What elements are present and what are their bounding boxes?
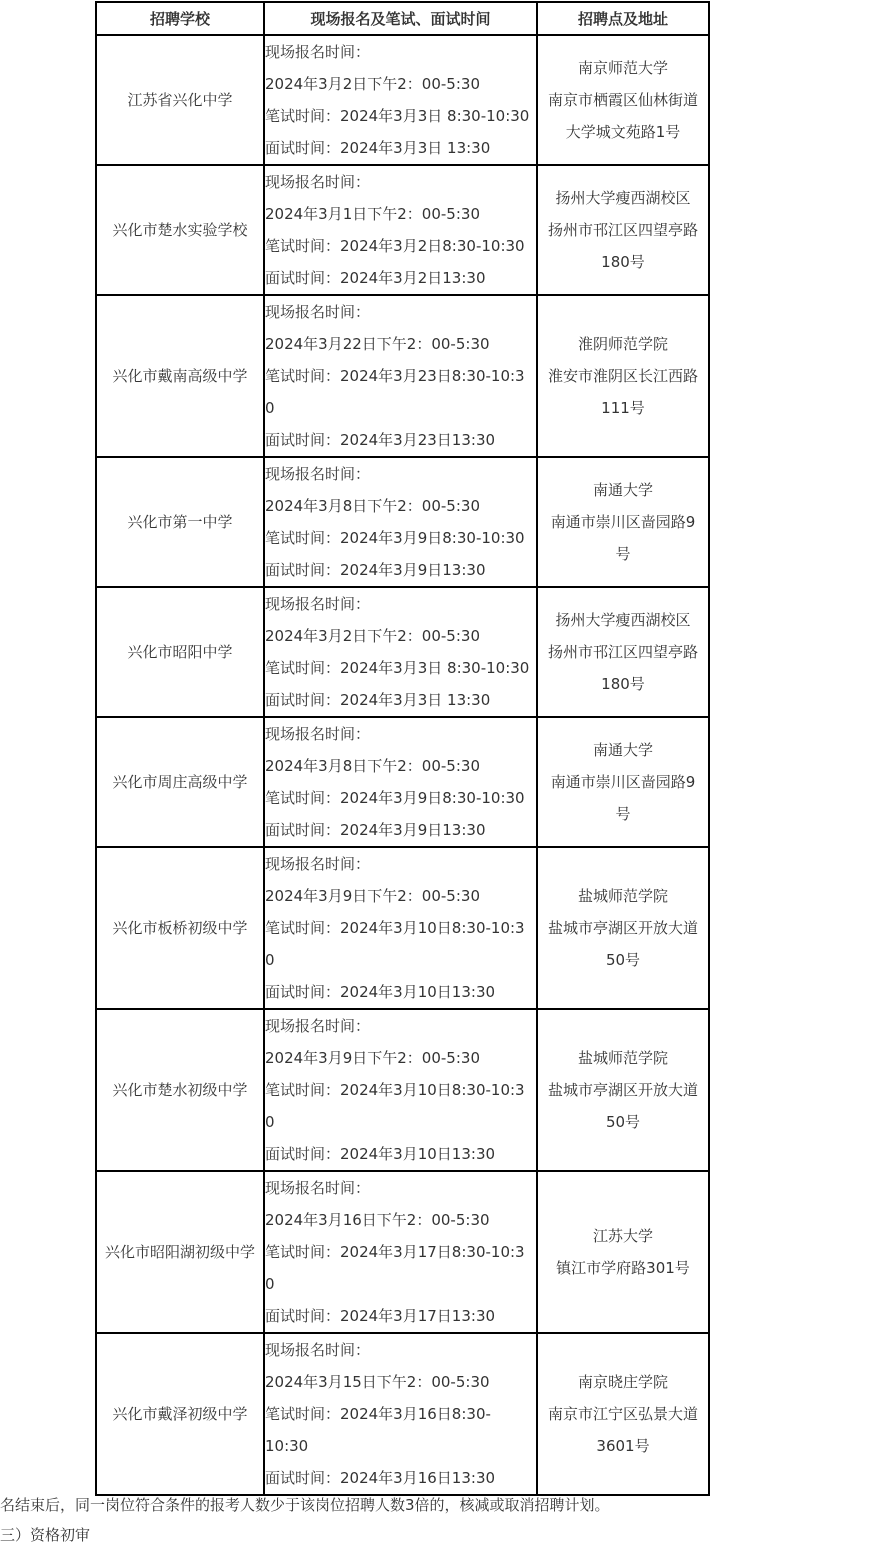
table-header-row: [96, 2, 709, 35]
location-cell: [537, 1333, 709, 1495]
time-line: 笔试时间：2024年3月3日 8:30-10:30: [265, 659, 530, 677]
location-line: 盐城师范学院: [577, 1049, 668, 1067]
location-line: 3601号: [596, 1437, 650, 1455]
table-row: [96, 1009, 709, 1171]
time-line: 面试时间：2024年3月9日13:30: [265, 821, 486, 839]
location-line: 180号: [601, 675, 645, 693]
time-line: 笔试时间：2024年3月10日8:30-10:3: [265, 919, 525, 937]
time-line: 2024年3月2日下午2：00-5:30: [265, 627, 480, 645]
location-line: 盐城市亭湖区开放大道: [547, 1081, 698, 1099]
location-line: 南京师范大学: [577, 59, 668, 77]
time-line: 现场报名时间：: [265, 725, 371, 743]
table-row: [96, 1171, 709, 1333]
time-line: 现场报名时间：: [265, 465, 371, 483]
location-cell: [537, 1171, 709, 1333]
table-row: [96, 165, 709, 295]
location-cell: [537, 457, 709, 587]
location-cell: [537, 847, 709, 1009]
time-line: 现场报名时间：: [265, 855, 371, 873]
location-line: 南通市崇川区啬园路9: [550, 773, 696, 791]
location-cell: [537, 717, 709, 847]
times-cell: [264, 847, 537, 1009]
table-row: [96, 717, 709, 847]
time-line: 现场报名时间：: [265, 595, 371, 613]
time-line: 面试时间：2024年3月17日13:30: [265, 1307, 496, 1325]
times-cell: [264, 717, 537, 847]
times-cell: [264, 295, 537, 457]
times-cell: [264, 1009, 537, 1171]
location-line: 50号: [605, 1113, 641, 1131]
time-line: 2024年3月16日下午2：00-5:30: [265, 1211, 490, 1229]
time-line: 面试时间：2024年3月2日13:30: [265, 269, 486, 287]
times-cell: [264, 1333, 537, 1495]
table-row: [96, 847, 709, 1009]
time-line: 笔试时间：2024年3月17日8:30-10:3: [265, 1243, 525, 1261]
time-line: 笔试时间：2024年3月3日 8:30-10:30: [265, 107, 530, 125]
location-line: 南京市江宁区弘景大道: [547, 1405, 698, 1423]
location-line: 南通市崇川区啬园路9: [550, 513, 696, 531]
time-line: 面试时间：2024年3月9日13:30: [265, 561, 486, 579]
time-line: 2024年3月8日下午2：00-5:30: [265, 757, 480, 775]
location-line: 111号: [601, 399, 645, 417]
location-line: 盐城师范学院: [577, 887, 668, 905]
time-line: 面试时间：2024年3月16日13:30: [265, 1469, 496, 1487]
school-cell: 江苏省兴化中学: [96, 35, 264, 165]
location-line: 扬州大学瘦西湖校区: [555, 189, 691, 207]
time-line: 面试时间：2024年3月10日13:30: [265, 983, 496, 1001]
time-line: 2024年3月15日下午2：00-5:30: [265, 1373, 490, 1391]
location-line: 镇江市学府路301号: [556, 1259, 690, 1277]
recruitment-table: [95, 1, 710, 1496]
location-line: 180号: [601, 253, 645, 271]
time-line: 面试时间：2024年3月3日 13:30: [265, 139, 491, 157]
time-line: 笔试时间：2024年3月16日8:30-: [265, 1405, 491, 1423]
time-line: 10:30: [265, 1437, 309, 1455]
location-line: 南通大学: [592, 741, 653, 759]
times-cell: [264, 587, 537, 717]
table-row: [96, 587, 709, 717]
location-line: 盐城市亭湖区开放大道: [547, 919, 698, 937]
time-line: 0: [265, 399, 275, 417]
time-line: 面试时间：2024年3月23日13:30: [265, 431, 496, 449]
location-line: 扬州市邗江区四望亭路: [547, 221, 698, 239]
location-line: 号: [615, 805, 631, 823]
location-line: 扬州大学瘦西湖校区: [555, 611, 691, 629]
location-line: 50号: [605, 951, 641, 969]
time-line: 面试时间：2024年3月3日 13:30: [265, 691, 491, 709]
time-line: 笔试时间：2024年3月2日8:30-10:30: [265, 237, 525, 255]
time-line: 笔试时间：2024年3月9日8:30-10:30: [265, 529, 525, 547]
location-cell: [537, 35, 709, 165]
school-cell: 兴化市戴泽初级中学: [96, 1333, 264, 1495]
table-row: [96, 35, 709, 165]
header-school: 招聘学校: [96, 2, 264, 35]
time-line: 现场报名时间：: [265, 303, 371, 321]
times-cell: [264, 35, 537, 165]
school-cell: 兴化市昭阳中学: [96, 587, 264, 717]
table-row: [96, 295, 709, 457]
time-line: 2024年3月22日下午2：00-5:30: [265, 335, 490, 353]
time-line: 笔试时间：2024年3月10日8:30-10:3: [265, 1081, 525, 1099]
school-cell: 兴化市戴南高级中学: [96, 295, 264, 457]
school-cell: 兴化市周庄高级中学: [96, 717, 264, 847]
times-cell: [264, 1171, 537, 1333]
time-line: 现场报名时间：: [265, 1017, 371, 1035]
time-line: 笔试时间：2024年3月9日8:30-10:30: [265, 789, 525, 807]
location-cell: [537, 587, 709, 717]
time-line: 2024年3月1日下午2：00-5:30: [265, 205, 480, 223]
time-line: 现场报名时间：: [265, 1341, 371, 1359]
header-times: 现场报名及笔试、面试时间: [264, 2, 537, 35]
school-cell: 兴化市第一中学: [96, 457, 264, 587]
time-line: 现场报名时间：: [265, 1179, 371, 1197]
time-line: 笔试时间：2024年3月23日8:30-10:3: [265, 367, 525, 385]
table-row: [96, 457, 709, 587]
time-line: 2024年3月9日下午2：00-5:30: [265, 1049, 480, 1067]
location-line: 号: [615, 545, 631, 563]
school-cell: 兴化市板桥初级中学: [96, 847, 264, 1009]
table-row: [96, 1333, 709, 1495]
time-line: 0: [265, 1275, 275, 1293]
after-text-line-1: 名结束后，同一岗位符合条件的报考人数少于该岗位招聘人数3倍的，核减或取消招聘计划。: [0, 1496, 610, 1514]
school-cell: 兴化市昭阳湖初级中学: [96, 1171, 264, 1333]
after-text-line-2: 三）资格初审: [0, 1526, 91, 1544]
time-line: 现场报名时间：: [265, 43, 371, 61]
location-cell: [537, 165, 709, 295]
location-cell: [537, 295, 709, 457]
times-cell: [264, 165, 537, 295]
location-line: 大学城文苑路1号: [565, 123, 681, 141]
location-cell: [537, 1009, 709, 1171]
time-line: 2024年3月2日下午2：00-5:30: [265, 75, 480, 93]
time-line: 现场报名时间：: [265, 173, 371, 191]
location-line: 淮阴师范学院: [577, 335, 668, 353]
time-line: 2024年3月9日下午2：00-5:30: [265, 887, 480, 905]
location-line: 扬州市邗江区四望亭路: [547, 643, 698, 661]
location-line: 南京晓庄学院: [577, 1373, 668, 1391]
time-line: 面试时间：2024年3月10日13:30: [265, 1145, 496, 1163]
school-cell: 兴化市楚水初级中学: [96, 1009, 264, 1171]
location-line: 淮安市淮阴区长江西路: [547, 367, 698, 385]
table-body: [96, 35, 709, 1495]
header-location: 招聘点及地址: [537, 2, 709, 35]
time-line: 0: [265, 1113, 275, 1131]
location-line: 南京市栖霞区仙林街道: [547, 91, 698, 109]
time-line: 0: [265, 951, 275, 969]
location-line: 江苏大学: [592, 1227, 653, 1245]
school-cell: 兴化市楚水实验学校: [96, 165, 264, 295]
time-line: 2024年3月8日下午2：00-5:30: [265, 497, 480, 515]
location-line: 南通大学: [592, 481, 653, 499]
times-cell: [264, 457, 537, 587]
